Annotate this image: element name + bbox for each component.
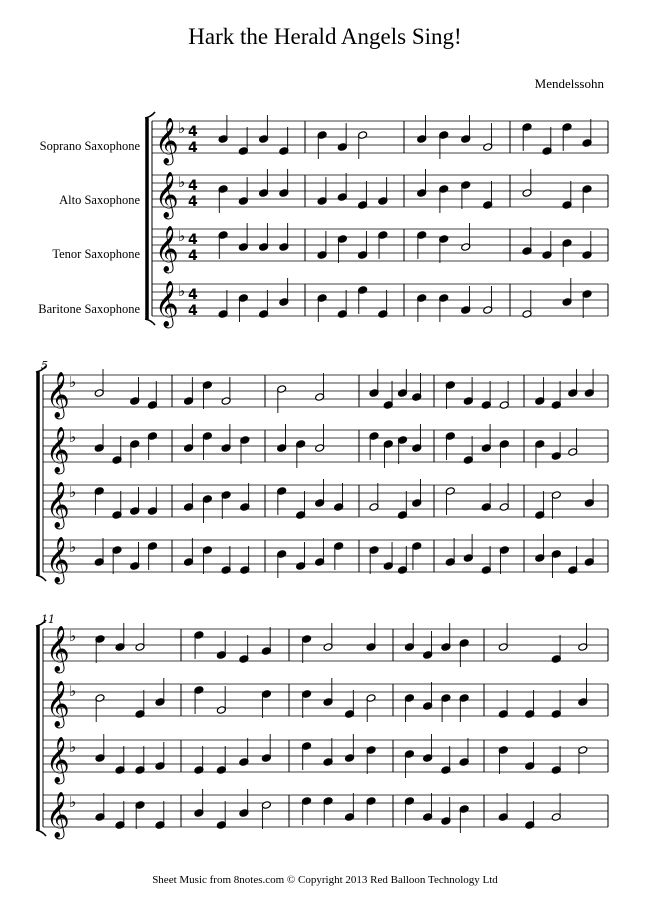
measure-number: 11 <box>41 613 55 626</box>
time-signature-top: 4 <box>188 232 198 248</box>
bracket-top-hook <box>145 112 155 118</box>
instrument-label-alto: Alto Saxophone <box>59 193 140 207</box>
treble-clef-icon: 𝄞 <box>46 427 70 473</box>
treble-clef-icon: 𝄞 <box>155 281 179 327</box>
key-signature-flat-icon: ♭ <box>178 119 186 137</box>
time-signature-bottom: 4 <box>188 303 198 319</box>
score-title: Hark the Herald Angels Sing! <box>188 24 462 49</box>
instrument-label-soprano: Soprano Saxophone <box>39 139 140 153</box>
bracket-bottom-hook <box>36 575 46 581</box>
treble-clef-icon: 𝄞 <box>46 737 70 783</box>
instrument-label-tenor: Tenor Saxophone <box>52 247 140 261</box>
key-signature-flat-icon: ♭ <box>178 282 186 300</box>
time-signature-top: 4 <box>188 287 198 303</box>
time-signature-bottom: 4 <box>188 248 198 264</box>
key-signature-flat-icon: ♭ <box>69 738 77 756</box>
treble-clef-icon: 𝄞 <box>46 537 70 583</box>
key-signature-flat-icon: ♭ <box>69 428 77 446</box>
treble-clef-icon: 𝄞 <box>46 792 70 838</box>
time-signature-top: 4 <box>188 178 198 194</box>
treble-clef-icon: 𝄞 <box>46 482 70 528</box>
composer-name: Mendelssohn <box>534 76 604 91</box>
time-signature-top: 4 <box>188 124 198 140</box>
key-signature-flat-icon: ♭ <box>69 483 77 501</box>
treble-clef-icon: 𝄞 <box>155 118 179 164</box>
key-signature-flat-icon: ♭ <box>69 627 77 645</box>
bracket-bottom-hook <box>145 319 155 325</box>
key-signature-flat-icon: ♭ <box>69 793 77 811</box>
time-signature-bottom: 4 <box>188 194 198 210</box>
treble-clef-icon: 𝄞 <box>46 681 70 727</box>
bracket-bottom-hook <box>36 830 46 836</box>
measure-number: 5 <box>41 359 48 372</box>
key-signature-flat-icon: ♭ <box>69 682 77 700</box>
treble-clef-icon: 𝄞 <box>155 172 179 218</box>
instrument-label-baritone: Baritone Saxophone <box>38 302 140 316</box>
key-signature-flat-icon: ♭ <box>178 227 186 245</box>
key-signature-flat-icon: ♭ <box>69 538 77 556</box>
key-signature-flat-icon: ♭ <box>178 173 186 191</box>
treble-clef-icon: 𝄞 <box>46 372 70 418</box>
time-signature-bottom: 4 <box>188 140 198 156</box>
copyright-footer: Sheet Music from 8notes.com © Copyright 2013 Red Balloon Technology Ltd <box>152 874 498 886</box>
treble-clef-icon: 𝄞 <box>46 626 70 672</box>
treble-clef-icon: 𝄞 <box>155 226 179 272</box>
key-signature-flat-icon: ♭ <box>69 373 77 391</box>
